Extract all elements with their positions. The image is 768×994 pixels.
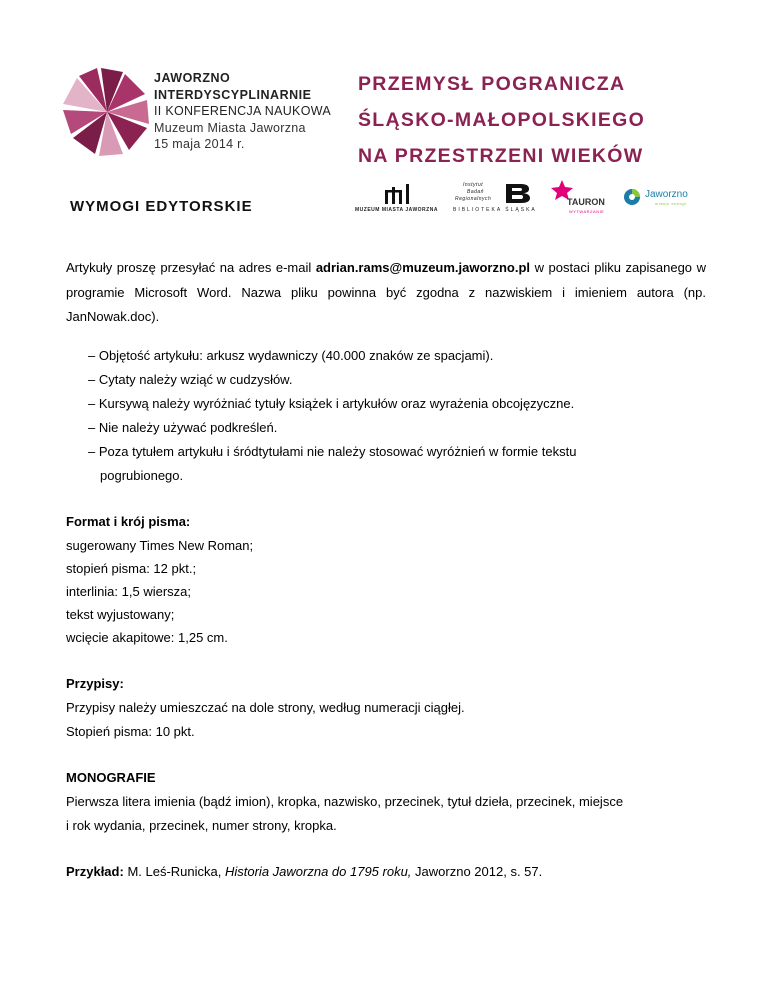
museum-logo-text: MUZEUM MIASTA JAWORZNA [355,207,438,213]
format-line: wcięcie akapitowe: 1,25 cm. [66,630,228,646]
conference-name: INTERDYSCYPLINARNIE [154,87,312,102]
conference-venue: Muzeum Miasta Jaworzna [154,120,306,135]
section-title: Przypisy: [66,675,124,691]
list-item-continuation [88,464,706,488]
monographs-line: i rok wydania, przecinek, numer strony, kropka. [66,817,337,833]
conference-title [358,66,758,174]
section-heading: WYMOGI EDYTORSKIE [70,198,253,215]
monographs-line: Pierwsza litera imienia (bądź imion), kropka, nazwisko, przecinek, tytuł dzieła, przecinek, miejsce [66,793,624,809]
jaworzno-logo-subtext: miasto energii [655,201,687,206]
list-item: – Cytaty należy wziąć w cudzysłów. [88,371,293,387]
footnotes-line: Stopień pisma: 10 pkt. [66,723,195,739]
monographs-section [66,766,706,838]
library-logo-icon [503,182,533,204]
list-item: – Objętość artykułu: arkusz wydawniczy (40.000 znaków ze spacjami). [88,347,494,363]
format-line: sugerowany Times New Roman; [66,537,254,553]
conference-pinwheel-logo [62,62,152,162]
title-line: ŚLĄSKO-MAŁOPOLSKIEGO [358,109,646,131]
example-author: M. Leś-Runicka, [127,863,222,879]
jaworzno-logo-text: Jaworzno [645,189,688,200]
footnotes-line: Przypisy należy umieszczać na dole strony, według numeracji ciągłej. [66,699,465,715]
intro-paragraph [66,256,706,330]
title-line: NA PRZESTRZENI WIEKÓW [358,145,644,167]
conference-city: JAWORZNO [154,71,231,85]
format-section [66,510,706,650]
format-line: tekst wyjustowany; [66,607,175,623]
list-item: – Nie należy używać podkreśleń. [88,419,278,435]
example-label: Przykład: [66,863,124,879]
institute-text: Regionalnych [455,196,492,202]
conference-date: 15 maja 2014 r. [154,137,245,151]
document-body [66,256,706,897]
institute-text: Instytut [463,182,484,188]
jaworzno-logo-icon [623,188,641,206]
tauron-logo-subtext: WYTWARZANIE [569,209,605,214]
intro-text: Artykuły proszę przesyłać na adres e-mail [66,260,312,275]
museum-logo-icon [383,184,413,204]
tauron-logo-text: TAURON [567,197,605,207]
partner-logos [355,180,715,220]
section-title: MONOGRAFIE [66,769,156,785]
list-item: – Poza tytułem artykułu i śródtytułami nie należy stosować wyróżnień w formie tekstu [88,443,577,459]
requirements-list [88,344,706,488]
institute-text: Badań [467,189,484,195]
section-title: Format i krój pisma: [66,513,191,529]
conference-edition: II KONFERENCJA NAUKOWA [154,104,331,118]
email-address: adrian.rams@muzeum.jaworzno.pl [315,260,531,275]
conference-info [154,70,354,153]
example-work-title: Historia Jaworzna do 1795 roku, [224,863,412,879]
library-logo-text: BIBLIOTEKA ŚLĄSKA [453,207,537,213]
title-line: PRZEMYSŁ POGRANICZA [358,73,626,95]
footnotes-section [66,672,706,744]
intro-text: w postaci pliku zapisanego w programie Microsoft Word. Nazwa pliku powinna być zgodna z nazwiskiem i imieniem autora (np. JanNowak.doc). [66,260,706,324]
list-item: – Kursywą należy wyróżniać tytuły książek i artykułów oraz wyrażenia obcojęzyczne. [88,395,575,411]
format-line: stopień pisma: 12 pkt.; [66,560,197,576]
list-item-continuation-text: pogrubionego. [100,467,184,483]
format-line: interlinia: 1,5 wiersza; [66,583,191,599]
example-rest: Jaworzno 2012, s. 57. [415,863,543,879]
citation-example [66,860,706,884]
document-header [0,0,768,225]
